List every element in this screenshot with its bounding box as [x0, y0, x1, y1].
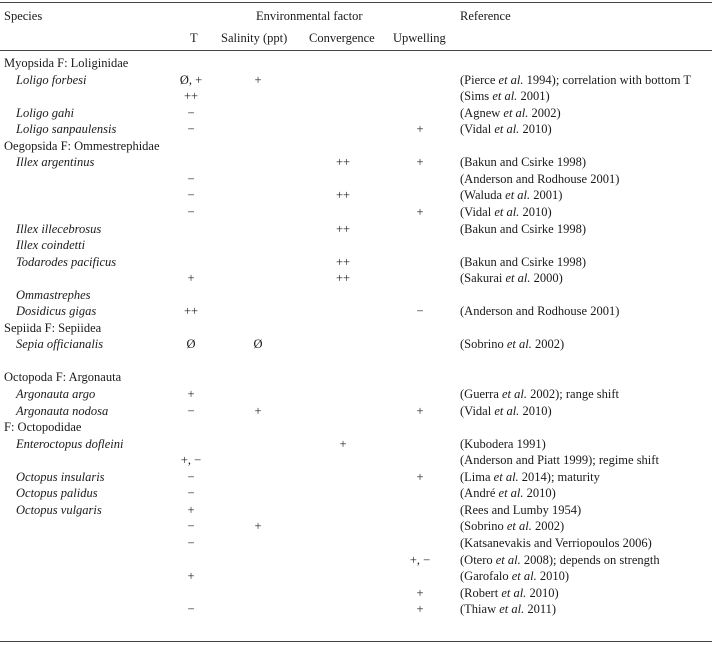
cell-t: −	[187, 535, 195, 550]
cell-upwelling: +	[416, 469, 424, 484]
reference-cell: (Otero et al. 2008); depends on strength	[460, 552, 660, 567]
species-name: Octopus vulgaris	[16, 502, 102, 517]
reference-cell: (Katsanevakis and Verriopoulos 2006)	[460, 535, 652, 550]
header-col-salinity: Salinity (ppt)	[221, 31, 288, 45]
cell-t: −	[187, 105, 195, 120]
cell-convergence: ++	[335, 221, 351, 236]
header-rule	[0, 50, 712, 51]
reference-cell: (Sakurai et al. 2000)	[460, 271, 563, 286]
reference-cell: (Vidal et al. 2010)	[460, 122, 552, 137]
cell-convergence: ++	[335, 254, 351, 269]
cell-salinity: +	[254, 403, 262, 418]
cell-t: +, −	[180, 453, 202, 468]
species-name: Loligo forbesi	[16, 72, 87, 87]
cell-upwelling: +	[416, 204, 424, 219]
cell-t: −	[187, 403, 195, 418]
cell-upwelling: +, −	[409, 552, 431, 567]
top-rule	[0, 2, 712, 3]
species-name: Enteroctopus dofleini	[16, 436, 124, 451]
reference-cell: (Thiaw et al. 2011)	[460, 602, 557, 617]
cell-t: −	[187, 122, 195, 137]
cell-convergence: +	[339, 436, 347, 451]
species-name: Todarodes pacificus	[16, 254, 117, 269]
cell-t: −	[187, 469, 195, 484]
cell-t: −	[187, 486, 195, 501]
header-species: Species	[4, 9, 43, 23]
bottom-rule	[0, 641, 712, 642]
cell-t: Ø, +	[179, 72, 203, 87]
reference-cell: (Lima et al. 2014); maturity	[460, 469, 600, 484]
header-col-convergence: Convergence	[309, 31, 375, 45]
reference-cell: (Garofalo et al. 2010)	[460, 569, 570, 584]
header-environmental-factor: Environmental factor	[256, 9, 363, 23]
cell-t: −	[187, 519, 195, 534]
cell-t: ++	[183, 89, 199, 104]
cell-convergence: ++	[335, 271, 351, 286]
reference-cell: (Waluda et al. 2001)	[460, 188, 563, 203]
cell-t: Ø	[186, 337, 196, 352]
species-name: Argonauta argo	[16, 387, 96, 401]
cell-t: −	[187, 602, 195, 617]
cell-t: −	[187, 171, 195, 186]
cell-t: −	[187, 188, 195, 203]
cell-t: +	[187, 569, 195, 584]
reference-cell: (Bakun and Csirke 1998)	[460, 155, 587, 170]
cell-upwelling: +	[416, 155, 424, 170]
cell-upwelling: +	[416, 403, 424, 418]
cell-salinity: +	[254, 519, 262, 534]
cell-t: −	[187, 204, 195, 219]
header-col-upwelling: Upwelling	[393, 31, 446, 45]
species-name: Argonauta nodosa	[16, 403, 109, 418]
group-heading: Octopoda F: Argonauta	[4, 370, 122, 385]
reference-cell: (Rees and Lumby 1954)	[460, 502, 582, 517]
reference-cell: (Agnew et al. 2002)	[460, 105, 561, 120]
reference-cell: (Bakun and Csirke 1998)	[460, 221, 587, 236]
group-heading: F: Octopodidae	[4, 420, 82, 435]
reference-cell: (Anderson and Rodhouse 2001)	[460, 304, 620, 319]
cell-upwelling: +	[416, 602, 424, 617]
species-name: Ommastrephes	[16, 287, 91, 302]
reference-cell: (Bakun and Csirke 1998)	[460, 254, 587, 269]
cell-salinity: +	[254, 72, 262, 87]
species-name: Loligo sanpaulensis	[16, 122, 117, 137]
reference-cell: (Sobrino et al. 2002)	[460, 337, 565, 352]
cell-t: +	[187, 271, 195, 286]
cell-salinity: Ø	[253, 337, 263, 352]
cell-upwelling: −	[416, 304, 424, 319]
cell-convergence: ++	[335, 188, 351, 203]
header-col-t: T	[190, 31, 198, 45]
group-heading: Oegopsida F: Ommestrephidae	[4, 138, 160, 153]
group-heading: Sepiida F: Sepiidea	[4, 320, 102, 335]
species-name: Illex coindetti	[16, 238, 86, 253]
cell-convergence: ++	[335, 155, 351, 170]
species-name: Octopus palidus	[16, 486, 98, 501]
reference-cell: (Kubodera 1991)	[460, 436, 546, 451]
species-name: Illex illecebrosus	[16, 221, 102, 236]
header-reference: Reference	[460, 9, 511, 23]
species-name: Illex argentinus	[16, 155, 95, 170]
reference-cell: (Pierce et al. 1994); correlation with bottom T	[460, 72, 691, 87]
reference-cell: (Robert et al. 2010)	[460, 585, 559, 600]
reference-cell: (Anderson and Piatt 1999); regime shift	[460, 453, 659, 468]
reference-cell: (Anderson and Rodhouse 2001)	[460, 171, 620, 186]
reference-cell: (Sobrino et al. 2002)	[460, 519, 565, 534]
cell-t: +	[187, 387, 195, 401]
reference-cell: (Vidal et al. 2010)	[460, 403, 552, 418]
species-name: Octopus insularis	[16, 469, 105, 484]
species-name: Sepia officianalis	[16, 337, 104, 352]
reference-cell: (Sims et al. 2001)	[460, 89, 550, 104]
species-name: Dosidicus gigas	[16, 304, 97, 319]
cell-upwelling: +	[416, 122, 424, 137]
species-name: Loligo gahi	[16, 105, 74, 120]
reference-cell: (André et al. 2010)	[460, 486, 556, 501]
group-heading: Myopsida F: Loliginidae	[4, 56, 129, 70]
reference-cell: (Vidal et al. 2010)	[460, 204, 552, 219]
cell-upwelling: +	[416, 585, 424, 600]
cell-t: +	[187, 502, 195, 517]
reference-cell: (Guerra et al. 2002); range shift	[460, 387, 619, 401]
cell-t: ++	[183, 304, 199, 319]
